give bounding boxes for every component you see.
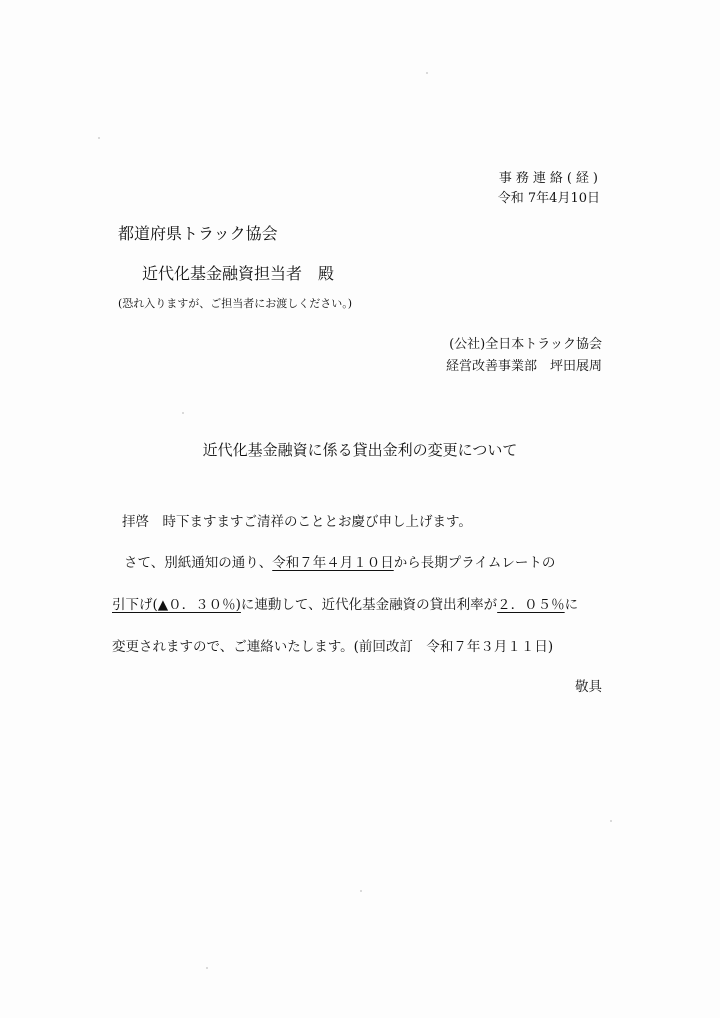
document-subject: 近代化基金融資に係る貸出金利の変更について xyxy=(202,441,518,459)
scan-speck xyxy=(426,72,428,74)
document-type: 事務連絡(経) xyxy=(498,171,602,186)
effective-date-underlined: 令和７年４月１０日 xyxy=(272,555,394,571)
closing-word: 敬具 xyxy=(575,679,602,695)
body-line-3: 変更されますので、ご連絡いたします。(前回改訂 令和７年３月１１日) xyxy=(112,639,554,655)
body-line-2 xyxy=(112,599,578,613)
sender-department-person: 経営改善事業部 坪田展周 xyxy=(445,359,602,374)
scan-speck xyxy=(360,890,362,892)
body-text: に連動して、近代化基金融資の貸出利率が xyxy=(240,597,498,613)
body-line-1 xyxy=(124,557,555,571)
body-text: から長期プライムレートの xyxy=(393,555,556,571)
new-rate-underlined: ２．０５％ xyxy=(497,597,565,613)
recipient-person: 近代化基金融資担当者 殿 xyxy=(142,264,335,283)
scan-speck xyxy=(206,967,208,969)
scan-speck xyxy=(610,820,612,822)
greeting-line: 拝啓 時下ますますご清祥のこととお慶び申し上げます。 xyxy=(122,514,472,530)
scan-speck xyxy=(98,137,100,139)
recipient-organization: 都道府県トラック協会 xyxy=(118,224,278,243)
sender-organization: (公社)全日本トラック協会 xyxy=(449,337,602,352)
body-text: さて、別紙通知の通り、 xyxy=(124,555,273,571)
rate-change-underlined: 引下げ(▲０．３０％) xyxy=(112,597,241,613)
scan-speck xyxy=(182,412,184,414)
document-date: 令和 7年4月10日 xyxy=(497,191,600,206)
body-text: に xyxy=(564,597,579,613)
recipient-note: (恐れ入りますが、ご担当者にお渡しください。) xyxy=(118,297,353,310)
